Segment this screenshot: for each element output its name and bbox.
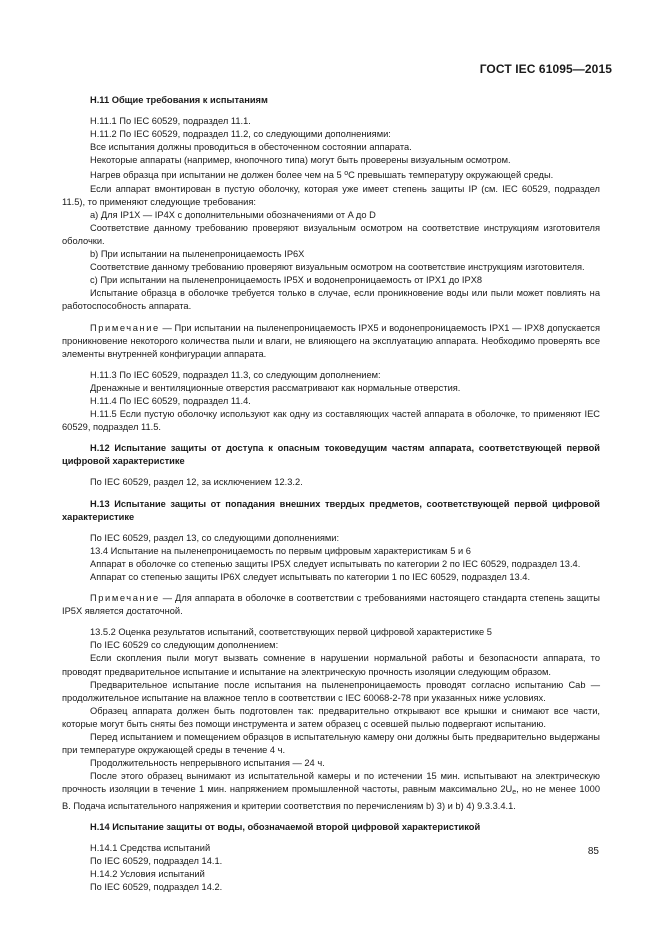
paragraph: H.11.1 По IEC 60529, подраздел 11.1. xyxy=(90,116,251,127)
note-text: — Для аппарата в оболочке в соответствии с требованиями настоящего стандарта степень защиты IP5X является достаточной. xyxy=(62,593,600,617)
list-item: b) При испытании на пыленепроницаемость IP6X xyxy=(90,249,305,260)
paragraph: По IEC 60529, подраздел 14.1. xyxy=(90,855,223,866)
paragraph: Аппарат со степенью защиты IP6X следует испытывать по категории 1 по IEC 60529, подраздел 13.4. xyxy=(90,572,531,582)
paragraph: Соответствие данному требованию проверяют визуальным осмотром на соответствие инструкциям изготовителя. xyxy=(90,262,585,273)
subscript: e xyxy=(512,789,517,797)
paragraph: 13.4 Испытание на пыленепроницаемость по первым цифровым характеристикам 5 и 6 xyxy=(90,545,471,556)
list-item: a) Для IP1X — IP4X с дополнительными обозначениями от A до D xyxy=(90,209,376,220)
paragraph: Если аппарат вмонтирован в пустую оболочку, которая уже имеет степень защиты IP (см. IEC 60529, подраздел 11.5), то применяют следующие требования: xyxy=(62,183,600,207)
paragraph: Дренажные и вентиляционные отверстия рассматривают как нормальные отверстия. xyxy=(90,382,461,393)
paragraph: Испытание образца в оболочке требуется только в случае, если проникновение воды или пыли может повлиять на работоспособность аппарата. xyxy=(62,288,600,312)
document-code: ГОСТ IEC 61095—2015 xyxy=(479,62,612,76)
paragraph: H.11.4 По IEC 60529, подраздел 11.4. xyxy=(90,395,251,406)
page-number: 85 xyxy=(587,846,599,857)
paragraph xyxy=(62,167,600,182)
section-heading-h11: H.11 Общие требования к испытаниям xyxy=(90,95,268,105)
note-label: Примечание xyxy=(90,593,160,604)
note-label: Примечание xyxy=(90,322,160,333)
section-heading-h14: H.14 Испытание защиты от воды, обозначаемой второй цифровой характеристикой xyxy=(90,821,481,832)
text-run: После этого образец вынимают из испытательной камеры и по истечении 15 мин. испытывают на электрическую прочность изоляции в течение 1 мин. напряжением промышленной частоты, равным максимально 2U xyxy=(62,771,600,795)
paragraph: Если скопления пыли могут вызвать сомнение в нарушении нормальной работы и безопасности аппарата, то проводят предварительное испытание и испытание на электрическую прочность изоляции следующим образом. xyxy=(62,653,600,677)
note xyxy=(62,592,600,618)
paragraph: По IEC 60529, подраздел 14.2. xyxy=(90,881,223,892)
paragraph: Предварительное испытание после испытания на пыленепроницаемость проводят согласно испытанию Cab — продолжительное испытание на влажное тепло в соответствии с IEC 60068-2-78 при указанных ниже условиях. xyxy=(62,679,600,703)
list-item: c) При испытании на пыленепроницаемость IP5X и водонепроницаемость от IPX1 до IPX8 xyxy=(90,275,483,286)
paragraph: H.14.2 Условия испытаний xyxy=(90,868,205,879)
paragraph: H.11.5 Если пустую оболочку используют как одну из составляющих частей аппарата в оболочке, то применяют IEC 60529, подраздел 11.5. xyxy=(62,409,600,433)
document-body xyxy=(62,94,600,894)
paragraph xyxy=(62,770,600,812)
paragraph: Перед испытанием и помещением образцов в испытательную камеру они должны быть предварительно выдержаны при температуре окружающей среды в течение 4 ч. xyxy=(62,732,600,756)
paragraph: H.14.1 Средства испытаний xyxy=(90,842,211,853)
paragraph: По IEC 60529, раздел 13, со следующими дополнениями: xyxy=(90,532,340,543)
degree-superscript: o xyxy=(344,170,349,178)
paragraph: H.11.2 По IEC 60529, подраздел 11.2, со следующими дополнениями: xyxy=(90,129,391,140)
section-heading-h12: H.12 Испытание защиты от доступа к опасным токоведущим частям аппарата, соответствующей первой цифровой характеристике xyxy=(62,443,600,467)
paragraph: По IEC 60529 со следующим дополнением: xyxy=(90,640,279,651)
paragraph: По IEC 60529, раздел 12, за исключением 12.3.2. xyxy=(90,477,303,488)
note xyxy=(62,322,600,361)
text-run: C превышать температуру окружающей среды. xyxy=(348,170,554,181)
paragraph: Некоторые аппараты (например, кнопочного типа) могут быть проверены визуальным осмотром. xyxy=(90,155,511,166)
note-text: — При испытании на пыленепроницаемость IPX5 и водонепроницаемость IPX1 — IPX8 допускается проникновение некоторого количества пыли и влаги, не влияющего на эксплуатацию аппарата. Необходимо проверять все элементы внутренней конфигурации аппарата. xyxy=(62,322,600,359)
paragraph: 13.5.2 Оценка результатов испытаний, соответствующих первой цифровой характеристике 5 xyxy=(90,627,492,638)
paragraph: Образец аппарата должен быть подготовлен так: предварительно открывают все крышки и снимают все части, которые могут быть сняты без помощи инструмента и затем образец с осевшей пылью подвергают испытанию. xyxy=(62,705,600,729)
paragraph: Аппарат в оболочке со степенью защиты IP5X следует испытывать по категории 2 по IEC 60529, подраздел 13.4. xyxy=(90,558,581,569)
paragraph: Продолжительность непрерывного испытания — 24 ч. xyxy=(90,758,325,769)
text-run: Нагрев образца при испытании не должен более чем на 5 xyxy=(90,170,345,181)
text-run: , но не менее 1000 В. Подача испытательного напряжения и критерии соответствия по перечислениям b) 3) и b) 4) 9.3.3.4.1. xyxy=(62,784,600,811)
paragraph: H.11.3 По IEC 60529, подраздел 11.3, со следующим дополнением: xyxy=(90,369,381,380)
paragraph: Все испытания должны проводиться в обесточенном состоянии аппарата. xyxy=(90,142,412,153)
section-heading-h13: H.13 Испытание защиты от попадания внешних твердых предметов, соответствующей первой цифровой характеристике xyxy=(62,498,600,522)
paragraph: Соответствие данному требованию проверяют визуальным осмотром на соответствие инструкциям изготовителя оболочки. xyxy=(62,222,600,246)
